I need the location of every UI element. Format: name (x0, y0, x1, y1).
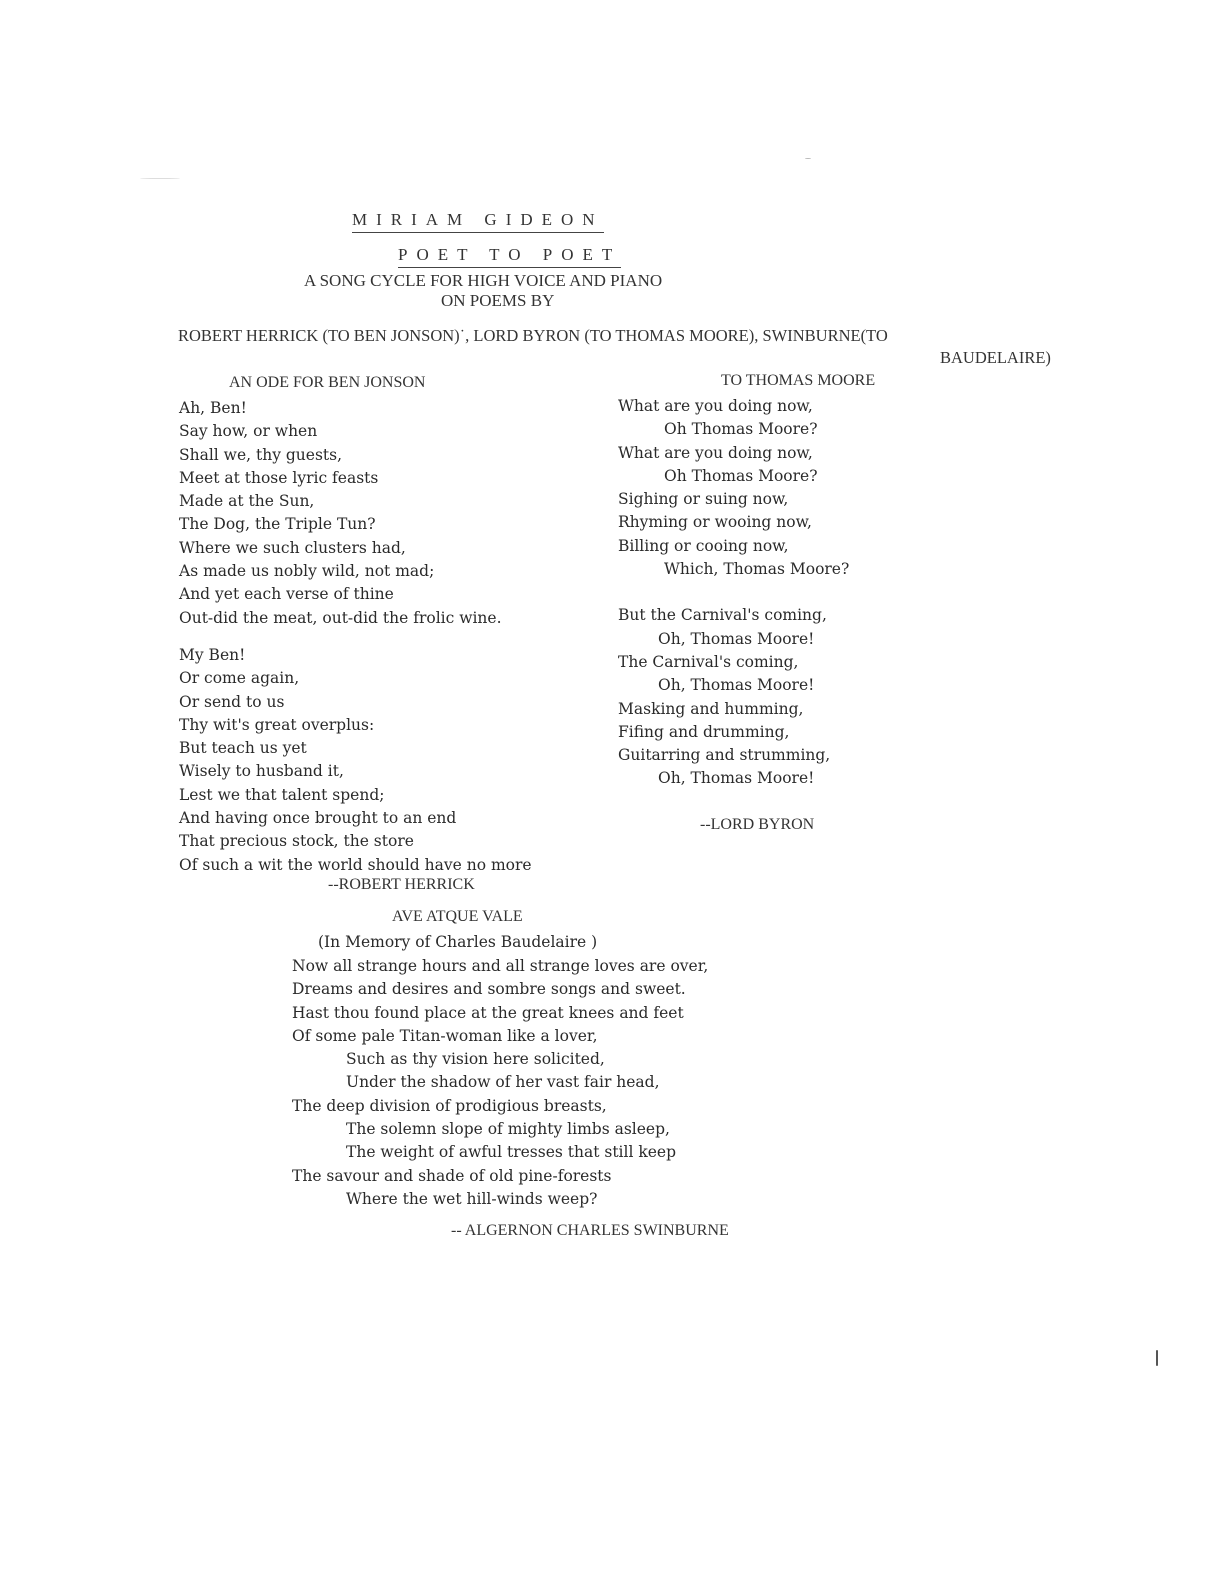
poem-line: Wisely to husband it, (179, 762, 344, 781)
poem-line: Or come again, (179, 669, 300, 688)
swinburne-attribution: -- ALGERNON CHARLES SWINBURNE (451, 1222, 729, 1239)
poem-line: As made us nobly wild, not mad; (179, 562, 435, 581)
scan-artifact (805, 158, 811, 159)
composer-name: MIRIAM GIDEON (352, 210, 604, 233)
poem-line: Oh Thomas Moore? (664, 466, 818, 485)
scan-artifact (1156, 1350, 1158, 1366)
poem-line: Which, Thomas Moore? (664, 560, 850, 579)
poem-line: Of some pale Titan-woman like a lover, (292, 1026, 598, 1045)
byron-poem-title: TO THOMAS MOORE (721, 372, 876, 389)
poem-line: Of such a wit the world should have no more (179, 855, 532, 874)
poem-line: Made at the Sun, (179, 492, 315, 511)
poem-line: But the Carnival's coming, (618, 606, 827, 625)
swinburne-dedication: (In Memory of Charles Baudelaire ) (318, 933, 598, 951)
poem-line: Oh, Thomas Moore! (658, 676, 815, 695)
poem-line: Sighing or suing now, (618, 490, 789, 509)
scan-artifact (140, 178, 180, 179)
cycle-title: POET TO POET (398, 245, 621, 268)
poem-line: Say how, or when (179, 422, 318, 441)
herrick-attribution: --ROBERT HERRICK (328, 876, 475, 893)
stanza-break (618, 581, 849, 604)
poem-line: Fifing and drumming, (618, 722, 790, 741)
byron-poem (618, 395, 849, 791)
poem-line: But teach us yet (179, 739, 307, 758)
poem-line: Meet at those lyric feasts (179, 468, 379, 487)
poem-line: The savour and shade of old pine-forests (292, 1166, 612, 1185)
poem-line: Where the wet hill-winds weep? (346, 1189, 598, 1208)
poem-line: Hast thou found place at the great knees and feet (292, 1003, 684, 1022)
poets-list: ROBERT HERRICK (TO BEN JONSON)˙, LORD BYRON (TO THOMAS MOORE), SWINBURNE(TO (178, 326, 888, 345)
poem-line: Oh, Thomas Moore! (658, 769, 815, 788)
poem-line: Thy wit's great overplus: (179, 715, 375, 734)
poem-line: The Dog, the Triple Tun? (179, 515, 376, 534)
poem-line: The Carnival's coming, (618, 652, 799, 671)
poem-line: The weight of awful tresses that still keep (346, 1143, 677, 1162)
poem-line: What are you doing now, (618, 443, 813, 462)
herrick-poem (179, 397, 532, 877)
swinburne-poem-title: AVE ATQUE VALE (392, 908, 523, 925)
poets-list-continued: BAUDELAIRE) (940, 348, 1051, 367)
poem-line: Masking and humming, (618, 699, 804, 718)
poem-line: Rhyming or wooing now, (618, 513, 812, 532)
poem-line: Ah, Ben! (179, 399, 247, 417)
poem-line: Shall we, thy guests, (179, 445, 343, 464)
poem-line: Or send to us (179, 692, 285, 711)
poem-line: The solemn slope of mighty limbs asleep, (346, 1120, 670, 1139)
poem-line: That precious stock, the store (179, 832, 414, 851)
cycle-subtitle-2: ON POEMS BY (441, 291, 555, 310)
poem-line: My Ben! (179, 645, 246, 664)
poem-line: And yet each verse of thine (179, 585, 394, 604)
poem-line: Now all strange hours and all strange loves are over, (292, 957, 709, 975)
poem-line: Where we such clusters had, (179, 538, 406, 557)
poem-line: Such as thy vision here solicited, (346, 1050, 605, 1069)
poem-line: Oh, Thomas Moore! (658, 629, 815, 648)
poem-line: Under the shadow of her vast fair head, (346, 1073, 660, 1092)
poem-line: The deep division of prodigious breasts, (292, 1096, 607, 1115)
poem-line: Oh Thomas Moore? (664, 420, 818, 439)
byron-attribution: --LORD BYRON (700, 816, 815, 833)
poem-line: Dreams and desires and sombre songs and sweet. (292, 980, 686, 999)
cycle-subtitle: A SONG CYCLE FOR HIGH VOICE AND PIANO (304, 271, 663, 290)
poem-line: Guitarring and strumming, (618, 746, 831, 765)
poem-line: Lest we that talent spend; (179, 785, 385, 804)
swinburne-poem (292, 955, 708, 1211)
poem-line: And having once brought to an end (179, 809, 457, 828)
poem-line: What are you doing now, (618, 397, 813, 415)
stanza-break (179, 630, 532, 644)
poem-line: Billing or cooing now, (618, 536, 789, 555)
herrick-poem-title: AN ODE FOR BEN JONSON (229, 374, 426, 391)
poem-line: Out-did the meat, out-did the frolic wine. (179, 608, 502, 627)
